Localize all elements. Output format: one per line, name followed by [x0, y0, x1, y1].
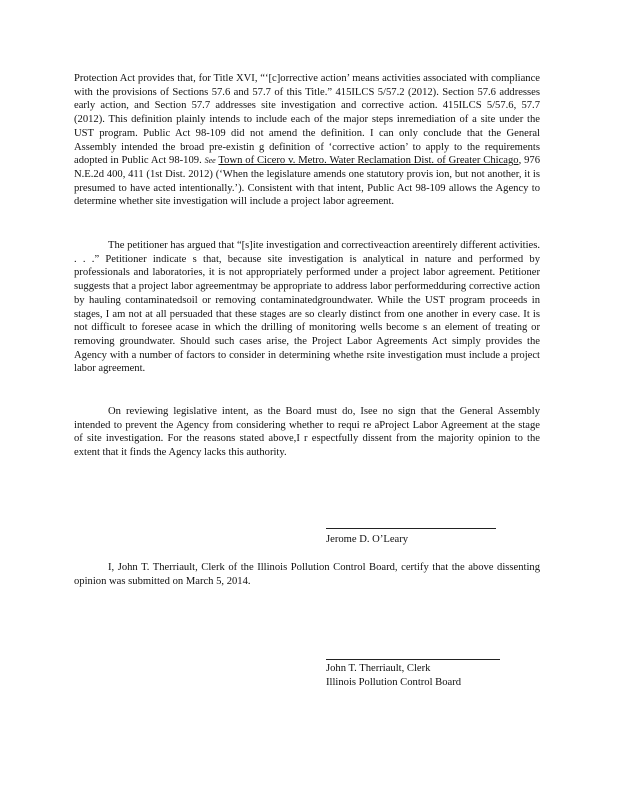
clerk-signature-line — [326, 659, 500, 660]
signature-line — [326, 528, 496, 529]
opinion-paragraph-2: The petitioner has argued that “[s]ite investigation and correctiveaction areentirely different activities. . . .” Petitioner indicate s that, because site investigation is analytical in nature and performed by professionals and laboratories, it is not appropriately performed under a project labor agreement. Petitioner suggests that a project labor agreementmay be appropriate to address labor performedduring corrective action by hauling contaminatedsoil or removing contaminatedgroundwater. While the UST program proceeds in stages, I am not at all persuaded that these stages are so clearly distinct from one another in every case. It is not difficult to foresee acase in which the drilling of monitoring wells become s an element of treating or removing groundwater. Should such cases arise, the Project Labor Agreements Act simply provides the Agency with a number of factors to consider in determining whethe rsite investigation must include a project labor agreement. — [74, 240, 541, 375]
signatory-name: Jerome D. O’Leary — [326, 534, 409, 545]
case-citation: Town of Cicero v. Metro. Water Reclamation Dist. of Greater Chicago — [218, 155, 519, 167]
clerk-board: Illinois Pollution Control Board — [326, 677, 462, 688]
opinion-paragraph-3: On reviewing legislative intent, as the Board must do, Isee no sign that the General Assembly intended to prevent the Agency from considering whether to requi re aProject Labor Agreement at the stage of site investigation. For the reasons stated above,I r espectfully dissent from the majority opinion to the extent that it finds the Agency lacks this authority. — [74, 406, 540, 459]
clerk-certification: I, John T. Therriault, Clerk of the Illinois Pollution Control Board, certify that the above dissenting opinion was submitted on March 5, 2014. — [74, 562, 540, 587]
paragraph-1-text-a: Protection Act provides that, for Title XVI, “‘[c]orrective action’ means activities associated with compliance with the provisions of Sections 57.6 and 57.7 of this Title.” 415ILCS 5/57.2 (2012). Section 57.6 addresses early action, and Section 57.7 addresses site investigation and corrective action. 415ILCS 5/57.6, 57.7 (2012). This definition plainly intends to include each of the major steps inremediation of a site under the UST program. Public Act 98-109 did not amend the definition. I can only conclude that the General Assembly intended the broad pre-existin g definition of ‘corrective action’ to apply to the requirements adopted in Public Act 98-109. — [74, 73, 540, 167]
clerk-name: John T. Therriault, Clerk — [326, 663, 431, 674]
see-signal: See — [204, 156, 216, 166]
paragraph-1-text-b: , 976 N.E.2d 400, 411 (1st Dist. 2012) (‘When the legislature amends one statutory provis ion, but not another, it is presumed to have acted intentionally.’). Consistent with that intent, Public Act 98-109 allows the Agency to determine whether site investigation will include a project labor agreement. — [74, 155, 540, 208]
opinion-paragraph-1 — [74, 72, 540, 209]
